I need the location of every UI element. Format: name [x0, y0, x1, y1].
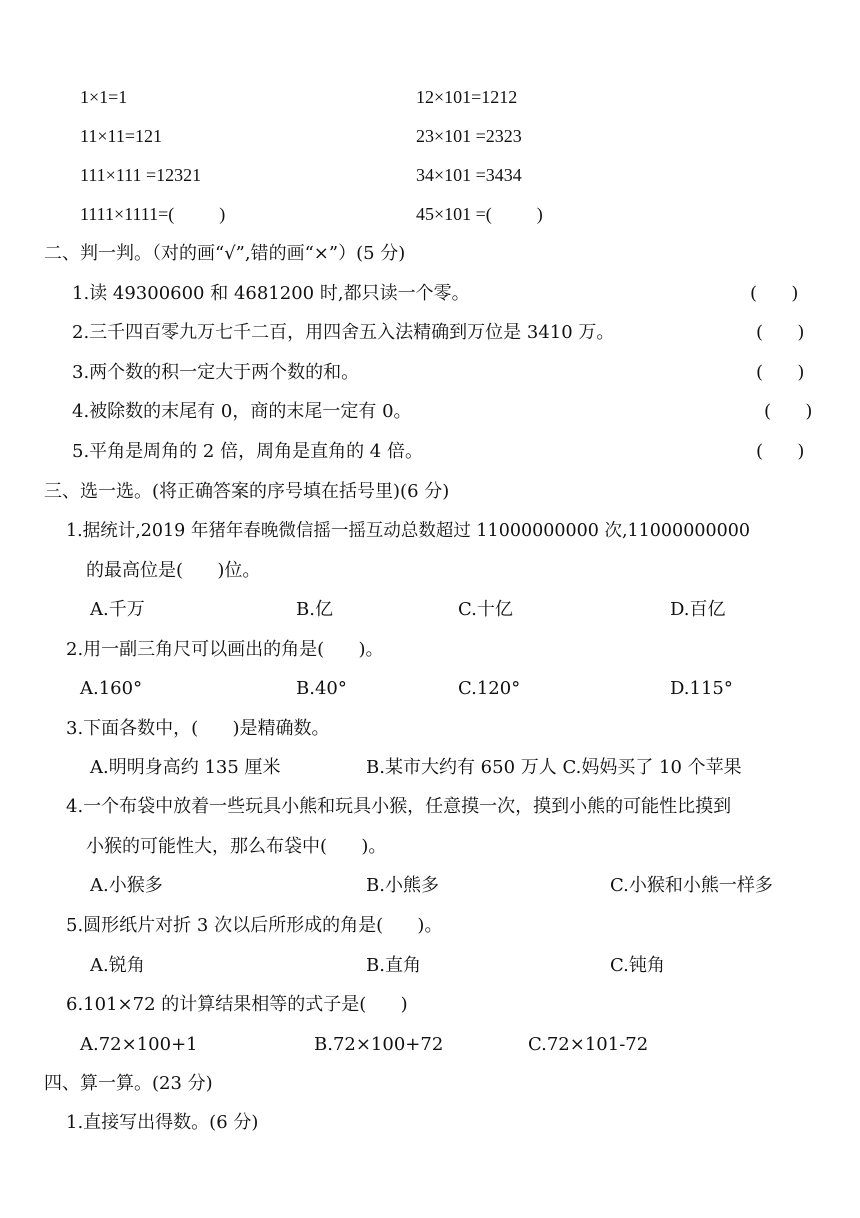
q6-option-c[interactable]: C.72×101-72	[528, 1034, 649, 1055]
judge-blank-5[interactable]: ( )	[756, 441, 805, 462]
section4-heading: 四、算一算。(23 分)	[44, 1073, 213, 1094]
pattern-left-1: 1×1=1	[80, 87, 128, 107]
q1-option-d[interactable]: D.百亿	[670, 599, 726, 620]
judge-item-1: 1.读 49300600 和 4681200 时,都只读一个零。	[72, 283, 470, 304]
q3-option-bc[interactable]: B.某市大约有 650 万人 C.妈妈买了 10 个苹果	[366, 757, 742, 778]
q5-line1: 5.圆形纸片对折 3 次以后所形成的角是( )。	[66, 915, 443, 936]
q2-option-d[interactable]: D.115°	[670, 678, 733, 699]
pattern-left-2: 11×11=121	[80, 126, 162, 146]
judge-blank-2[interactable]: ( )	[756, 322, 805, 343]
q2-line1: 2.用一副三角尺可以画出的角是( )。	[66, 639, 384, 660]
judge-item-2: 2.三千四百零九万七千二百，用四舍五入法精确到万位是 3410 万。	[72, 322, 615, 343]
q1-line2: 的最高位是( )位。	[86, 560, 261, 581]
q6-option-b[interactable]: B.72×100+72	[314, 1034, 444, 1055]
q4-line2: 小猴的可能性大，那么布袋中( )。	[86, 836, 387, 857]
q5-option-a[interactable]: A.锐角	[90, 955, 145, 976]
q5-option-c[interactable]: C.钝角	[610, 955, 665, 976]
q1-option-c[interactable]: C.十亿	[458, 599, 513, 620]
q3-line1: 3.下面各数中，( )是精确数。	[66, 718, 330, 739]
pattern-left-4: 1111×1111=( )	[80, 204, 226, 224]
section2-heading: 二、判一判。（对的画“√”,错的画“×”）(5 分)	[44, 243, 406, 264]
q2-option-c[interactable]: C.120°	[458, 678, 521, 699]
q4-option-a[interactable]: A.小猴多	[90, 875, 163, 896]
judge-item-5: 5.平角是周角的 2 倍，周角是直角的 4 倍。	[72, 441, 423, 462]
q2-option-b[interactable]: B.40°	[296, 678, 347, 699]
judge-blank-3[interactable]: ( )	[756, 362, 805, 383]
pattern-left-3: 111×111 =12321	[80, 165, 202, 185]
q4-line1: 4.一个布袋中放着一些玩具小熊和玩具小猴，任意摸一次，摸到小熊的可能性比摸到	[66, 796, 732, 817]
q6-line1: 6.101×72 的计算结果相等的式子是( )	[66, 994, 408, 1015]
judge-blank-4[interactable]: ( )	[764, 401, 813, 422]
q3-option-a[interactable]: A.明明身高约 135 厘米	[90, 757, 281, 778]
pattern-right-1: 12×101=1212	[416, 87, 518, 107]
judge-blank-1[interactable]: ( )	[750, 283, 799, 304]
q2-option-a[interactable]: A.160°	[80, 678, 143, 699]
q5-option-b[interactable]: B.直角	[366, 955, 421, 976]
section4-sub1: 1.直接写出得数。(6 分)	[66, 1112, 259, 1133]
q4-option-b[interactable]: B.小熊多	[366, 875, 439, 896]
judge-item-3: 3.两个数的积一定大于两个数的和。	[72, 362, 360, 383]
judge-item-4: 4.被除数的末尾有 0，商的末尾一定有 0。	[72, 401, 412, 422]
pattern-right-2: 23×101 =2323	[416, 126, 522, 146]
q1-line1: 1.据统计,2019 年猪年春晚微信摇一摇互动总数超过 11000000000 次,11000000000	[66, 521, 750, 541]
q1-option-b[interactable]: B.亿	[296, 599, 333, 620]
q1-option-a[interactable]: A.千万	[90, 599, 145, 620]
section3-heading: 三、选一选。(将正确答案的序号填在括号里)(6 分)	[44, 481, 450, 502]
pattern-right-3: 34×101 =3434	[416, 165, 522, 185]
q6-option-a[interactable]: A.72×100+1	[80, 1034, 198, 1055]
q4-option-c[interactable]: C.小猴和小熊一样多	[610, 875, 773, 896]
pattern-right-4: 45×101 =( )	[416, 204, 543, 224]
